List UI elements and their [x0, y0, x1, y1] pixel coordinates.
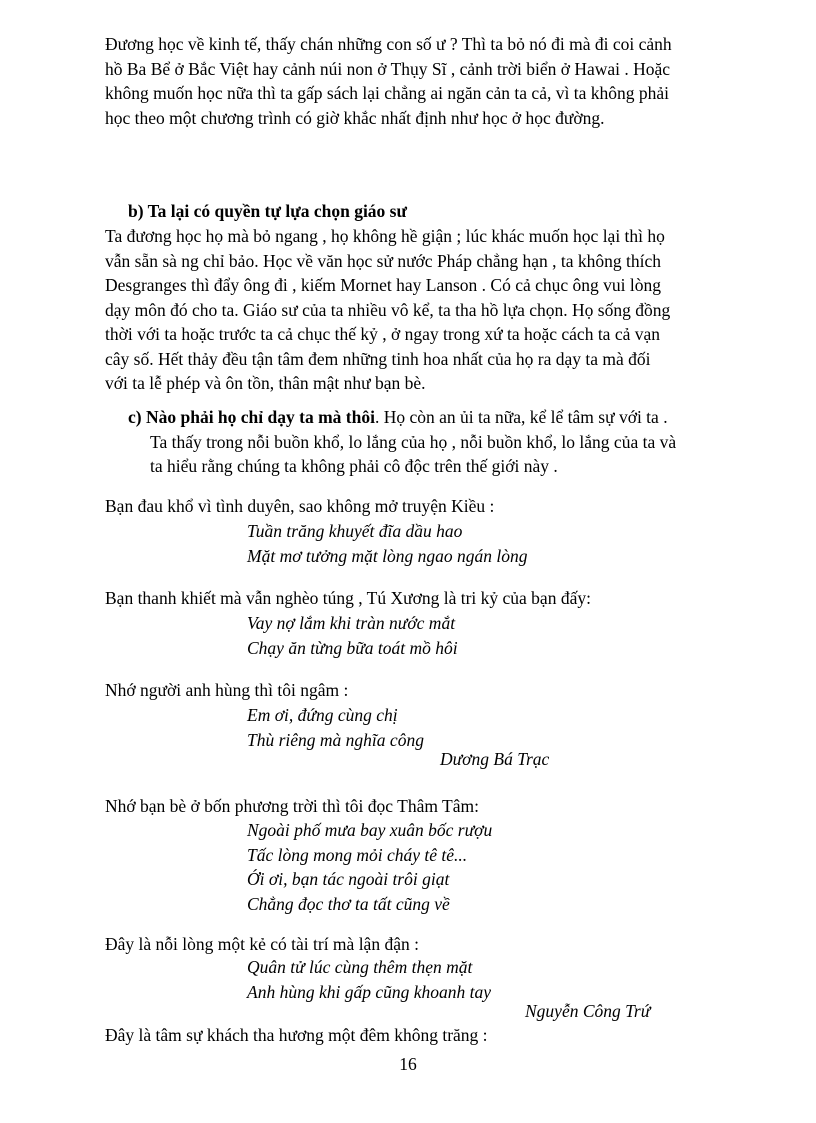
intro-kieu: Bạn đau khổ vì tình duyên, sao không mở truyện Kiều :: [105, 496, 495, 516]
verse-line: Chẳng đọc thơ ta tất cũng về: [247, 893, 450, 914]
item-c-first-line: [128, 405, 748, 430]
verse-line: Ới ơi, bạn tác ngoài trôi giạt: [247, 869, 450, 889]
text-line: ta hiểu rằng chúng ta không phải cô độc trên thế giới này .: [150, 456, 558, 476]
paragraph-choose-teacher: [105, 224, 725, 396]
text-line: dạy môn đó cho ta. Giáo sư của ta nhiều vô kể, ta tha hồ lựa chọn. Họ sống đồng: [105, 299, 671, 320]
text-line: với ta lễ phép và ôn tồn, thân mật như bạn bè.: [105, 373, 426, 393]
page-number: 16: [399, 1054, 417, 1074]
closing-line: Đây là tâm sự khách tha hương một đêm không trăng :: [105, 1025, 488, 1045]
intro-tham-tam: Nhớ bạn bè ở bốn phương trời thì tôi đọc Thâm Tâm:: [105, 796, 479, 816]
author-duong-ba-trac: Dương Bá Trạc: [440, 749, 550, 769]
author-nguyen-cong-tru: Nguyễn Công Trứ: [525, 1001, 651, 1021]
verse-line: Thù riêng mà nghĩa công: [247, 729, 424, 750]
verse-line: Anh hùng khi gấp cũng khoanh tay: [247, 981, 491, 1002]
verse-line: Em ơi, đứng cùng chị: [247, 705, 398, 725]
text-line: Desgranges thì đẩy ông đi , kiếm Mornet hay Lanson . Có cả chục ông vui lòng: [105, 275, 662, 295]
text-line: Ta đương học họ mà bỏ ngang , họ không hề giận ; lúc khác muốn học lại thì họ: [105, 226, 665, 246]
verse-tu-xuong: [247, 611, 458, 660]
text-line: vẫn sẵn sà ng chỉ bảo. Học về văn học sử nước Pháp chẳng hạn , ta không thích: [105, 250, 662, 271]
paragraph-economics: [105, 32, 725, 130]
intro-hero: Nhớ người anh hùng thì tôi ngâm :: [105, 680, 349, 700]
item-c-heading: c) Nào phải họ chỉ dạy ta mà thôi: [128, 407, 375, 427]
verse-line: Tấc lòng mong mỏi cháy tê tê...: [247, 844, 468, 865]
text-line: học theo một chương trình có giờ khắc nhất định như học ở học đường.: [105, 107, 605, 128]
intro-tu-xuong: Bạn thanh khiết mà vẫn nghèo túng , Tú Xương là tri kỷ của bạn đấy:: [105, 588, 591, 608]
verse-line: Chạy ăn từng bữa toát mồ hôi: [247, 637, 458, 658]
item-c-text: . Họ còn an ủi ta nữa, kể lể tâm sự với ta .: [374, 407, 668, 427]
verse-tham-tam: [247, 818, 492, 916]
verse-line: Ngoài phố mưa bay xuân bốc rượu: [247, 820, 493, 840]
text-line: Ta thấy trong nỗi buồn khổ, lo lắng của họ , nỗi buồn khổ, lo lắng của ta và: [150, 431, 677, 452]
verse-line: Vay nợ lắm khi tràn nước mắt: [247, 613, 456, 633]
text-line: Đương học về kinh tế, thấy chán những con số ư ? Thì ta bỏ nó đi mà đi coi cảnh: [105, 34, 672, 54]
text-line: thời với ta hoặc trước ta cả chục thế kỷ , ở ngay trong xứ ta hoặc cách ta cả vạn: [105, 324, 661, 344]
verse-line: Mặt mơ tưởng mặt lòng ngao ngán lòng: [247, 545, 528, 566]
verse-kieu: [247, 519, 528, 568]
text-line: không muốn học nữa thì ta gấp sách lại chẳng ai ngăn cản ta cả, vì ta không phải: [105, 83, 669, 103]
item-c: [128, 405, 748, 479]
verse-nguyen-cong-tru: [247, 955, 491, 1004]
verse-line: Quân tử lúc cùng thêm thẹn mặt: [247, 957, 473, 977]
heading-b: b) Ta lại có quyền tự lựa chọn giáo sư: [128, 201, 407, 221]
text-line: cây số. Hết thảy đều tận tâm đem những tinh hoa nhất của họ ra dạy ta mà đối: [105, 348, 651, 369]
verse-hero: [247, 703, 424, 752]
verse-line: Tuần trăng khuyết đĩa dầu hao: [247, 521, 463, 541]
intro-talent: Đây là nỗi lòng một kẻ có tài trí mà lận đận :: [105, 934, 419, 954]
text-line: hồ Ba Bể ở Bắc Việt hay cảnh núi non ở Thụy Sĩ , cảnh trời biển ở Hawai . Hoặc: [105, 58, 671, 79]
